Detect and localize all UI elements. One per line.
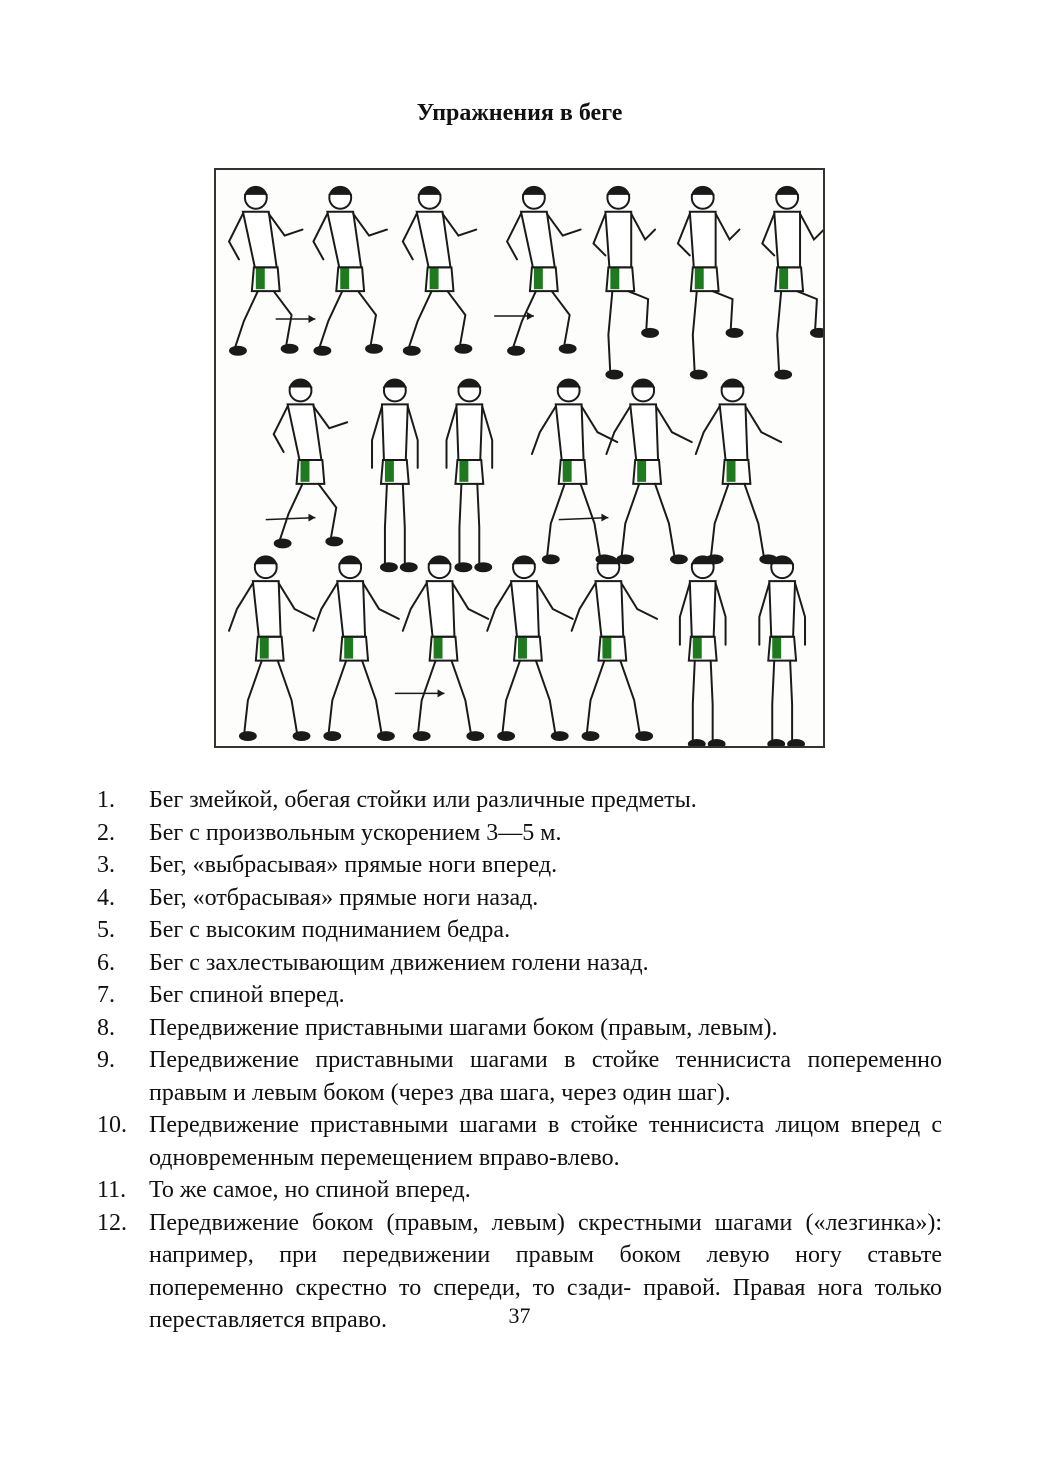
athlete-figure xyxy=(680,556,726,746)
item-number: 7. xyxy=(97,982,115,1008)
page-number: 37 xyxy=(508,1303,531,1328)
item-text: Бег, «отбрасывая» прямые ноги назад. xyxy=(149,884,539,911)
athlete-figure xyxy=(762,187,823,379)
item-number: 12. xyxy=(97,1209,127,1236)
item-text: Бег змейкой, обегая стойки или различные предметы. xyxy=(149,787,697,813)
athlete-figure xyxy=(532,380,617,564)
runners-figure xyxy=(216,170,823,746)
item-number: 3. xyxy=(97,852,115,878)
athlete-figure xyxy=(447,380,493,572)
athlete-figure xyxy=(572,556,657,740)
item-text: Передвижение приставными шагами в стойке теннисиста лицом вперед с одновременным перемещением вправо-влево. xyxy=(149,1112,942,1171)
list-item xyxy=(97,914,942,947)
item-text: То же самое, но спиной вперед. xyxy=(149,1177,471,1203)
list-item xyxy=(97,947,942,980)
athlete-figure xyxy=(372,380,418,572)
item-number: 11. xyxy=(97,1177,127,1203)
arrow-head xyxy=(308,315,315,323)
arrow-head xyxy=(308,514,315,522)
athlete-figure xyxy=(229,187,302,355)
arrow-head xyxy=(438,689,445,697)
exercise-illustration xyxy=(214,168,825,748)
arrow-head xyxy=(601,514,608,522)
item-text: Передвижение боком (правым, левым) скрестными шагами («лезгинка»): например, при передвижении правым боком левую ногу ставьте попеременно скрестно то спереди, то сзади- правой. Правая нога только переставляется вправо. xyxy=(149,1209,942,1333)
list-item xyxy=(97,979,942,1012)
list-item xyxy=(97,817,942,850)
athlete-figure xyxy=(606,380,691,564)
list-item xyxy=(97,1109,942,1174)
athlete-figure xyxy=(403,187,476,355)
athlete-figure xyxy=(313,556,398,740)
item-number: 4. xyxy=(97,884,115,911)
arrow-head xyxy=(527,312,534,320)
list-item xyxy=(97,1012,942,1045)
item-number: 5. xyxy=(97,917,115,943)
exercise-list xyxy=(97,784,942,1337)
athlete-figure xyxy=(313,187,386,355)
list-item xyxy=(97,882,942,915)
athlete-figure xyxy=(507,187,580,355)
item-text: Бег с произвольным ускорением 3—5 м. xyxy=(149,819,562,846)
item-text: Бег с захлестывающим движением голени назад. xyxy=(149,949,649,976)
list-item xyxy=(97,849,942,882)
item-number: 1. xyxy=(97,787,115,813)
direction-arrow xyxy=(266,518,316,520)
item-number: 8. xyxy=(97,1014,115,1041)
athlete-figure xyxy=(593,187,658,379)
item-number: 6. xyxy=(97,949,115,976)
item-number: 10. xyxy=(97,1112,127,1138)
athlete-figure xyxy=(678,187,743,379)
athlete-figure xyxy=(403,556,488,740)
direction-arrow xyxy=(559,518,609,520)
item-text: Бег, «выбрасывая» прямые ноги вперед. xyxy=(149,852,558,878)
athlete-figure xyxy=(487,556,572,740)
item-text: Бег с высоким подниманием бедра. xyxy=(149,917,511,943)
list-item xyxy=(97,784,942,817)
athlete-figure xyxy=(274,380,347,548)
item-text: Бег спиной вперед. xyxy=(149,982,345,1008)
athlete-figure xyxy=(229,556,314,740)
item-number: 9. xyxy=(97,1047,115,1073)
page-title: Упражнения в беге xyxy=(416,100,623,126)
athlete-figure xyxy=(696,380,781,564)
item-number: 2. xyxy=(97,819,115,846)
list-item xyxy=(97,1044,942,1109)
item-text: Передвижение приставными шагами боком (правым, левым). xyxy=(149,1014,778,1041)
athlete-figure xyxy=(759,556,805,746)
list-item xyxy=(97,1174,942,1207)
item-text: Передвижение приставными шагами в стойке теннисиста попеременно правым и левым боком (через два шага, через один шаг). xyxy=(149,1047,942,1106)
